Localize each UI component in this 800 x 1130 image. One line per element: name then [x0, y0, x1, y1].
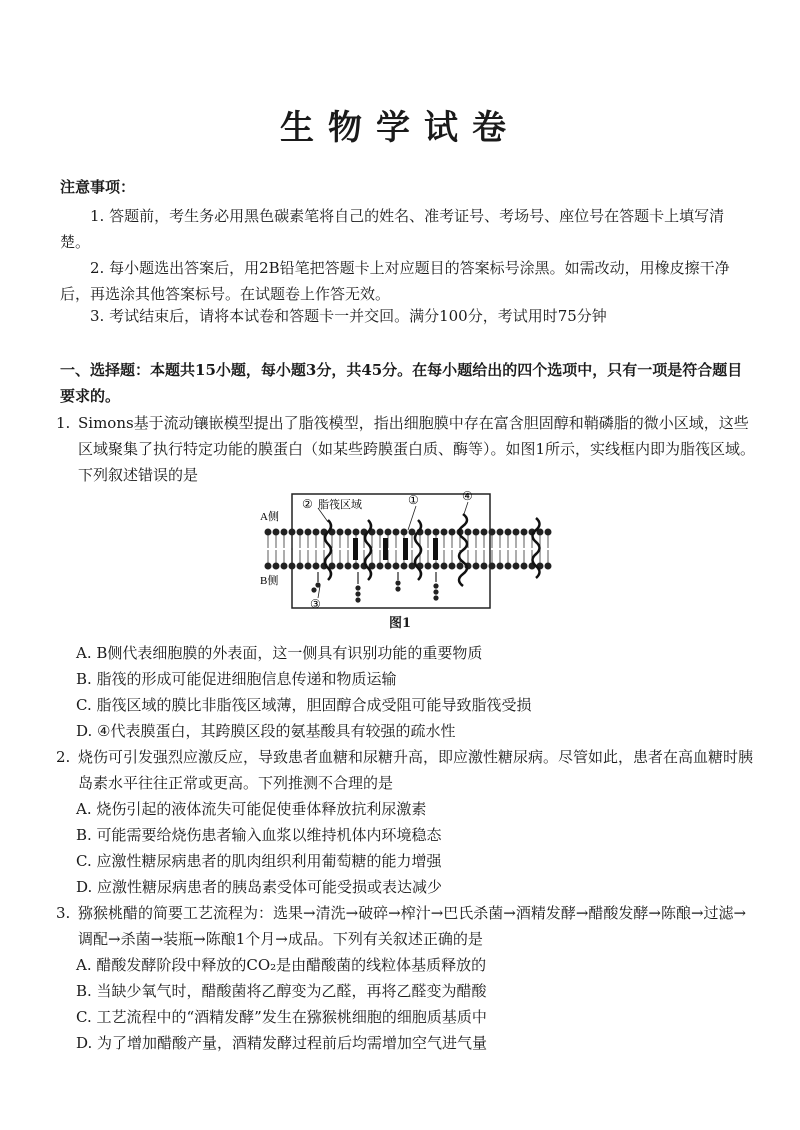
q2-option-c: C. 应激性糖尿病患者的肌肉组织利用葡萄糖的能力增强 — [76, 852, 442, 870]
question-number: 3. — [56, 904, 71, 922]
q3-option-b: B. 当缺少氧气时，醋酸菌将乙醇变为乙醛，再将乙醛变为醋酸 — [76, 982, 487, 1000]
raft-region-label: 脂筏区域 — [318, 499, 362, 511]
q3-option-a: A. 醋酸发酵阶段中释放的CO₂是由醋酸菌的线粒体基质释放的 — [76, 956, 487, 974]
question-number: 2. — [56, 748, 71, 766]
question-2 — [56, 744, 756, 796]
q3-option-d: D. 为了增加醋酸产量，酒精发酵过程前后均需增加空气进气量 — [76, 1034, 488, 1052]
q1-option-b: B. 脂筏的形成可能促进细胞信息传递和物质运输 — [76, 670, 397, 688]
question-stem: 烧伤可引发强烈应激反应，导致患者血糖和尿糖升高，即应激性糖尿病。尽管如此，患者在高血糖时胰岛素水平往往正常或更高。下列推测不合理的是 — [78, 748, 754, 792]
leader-lines — [318, 502, 468, 598]
question-stem: Simons基于流动镶嵌模型提出了脂筏模型，指出细胞膜中存在富含胆固醇和鞘磷脂的微小区域，这些区域聚集了执行特定功能的膜蛋白（如某些跨膜蛋白质、酶等）。如图1所示，实线框内即为脂筏区域。下列叙述错误的是 — [78, 414, 756, 484]
side-a-label: A侧 — [260, 511, 279, 523]
q1-option-a: A. B侧代表细胞膜的外表面，这一侧具有识别功能的重要物质 — [76, 644, 483, 662]
section-heading: 一、选择题：本题共15小题，每小题3分，共45分。在每小题给出的四个选项中，只有一项是符合题目要求的。 — [60, 361, 743, 405]
question-1 — [56, 410, 756, 488]
figure-membrane-diagram — [258, 480, 558, 630]
label-2: ② — [302, 497, 313, 511]
side-b-label: B侧 — [260, 575, 279, 587]
membrane-heads-bottom — [265, 563, 552, 570]
q1-option-d: D. ④代表膜蛋白，其跨膜区段的氨基酸具有较强的疏水性 — [76, 722, 456, 740]
lipid-raft-diagram — [258, 480, 558, 630]
q2-option-a: A. 烧伤引起的液体流失可能促使垂体释放抗利尿激素 — [76, 800, 427, 818]
label-1: ① — [408, 493, 419, 507]
q2-option-b: B. 可能需要给烧伤患者输入血浆以维持机体内环境稳态 — [76, 826, 442, 844]
page-title: 生物学试卷 — [280, 108, 520, 148]
notice-heading: 注意事项： — [60, 178, 136, 196]
q1-option-c: C. 脂筏区域的膜比非脂筏区域薄，胆固醇合成受阻可能导致脂筏受损 — [76, 696, 532, 714]
label-4: ④ — [462, 489, 473, 503]
notice-item-2: 2. 每小题选出答案后，用2B铅笔把答题卡上对应题目的答案标号涂黑。如需改动，用橡皮擦干净后，再选涂其他答案标号。在试题卷上作答无效。 — [60, 259, 730, 303]
question-stem: 猕猴桃醋的简要工艺流程为：选果→清洗→破碎→榨汁→巴氏杀菌→酒精发酵→醋酸发酵→陈酿→过滤→调配→杀菌→装瓶→陈酿1个月→成品。下列有关叙述正确的是 — [78, 904, 747, 948]
question-3 — [56, 900, 756, 952]
notice-item-3: 3. 考试结束后，请将本试卷和答题卡一并交回。满分100分，考试用时75分钟 — [90, 307, 607, 325]
figure-caption: 图1 — [388, 616, 412, 631]
q2-option-d: D. 应激性糖尿病患者的胰岛素受体可能受损或表达减少 — [76, 878, 443, 896]
notice-item-1: 1. 答题前，考生务必用黑色碳素笔将自己的姓名、准考证号、考场号、座位号在答题卡上填写清楚。 — [60, 207, 725, 251]
question-number: 1. — [56, 414, 71, 432]
label-3: ③ — [310, 597, 321, 611]
q3-option-c: C. 工艺流程中的“酒精发酵”发生在猕猴桃细胞的细胞质基质中 — [76, 1008, 487, 1026]
